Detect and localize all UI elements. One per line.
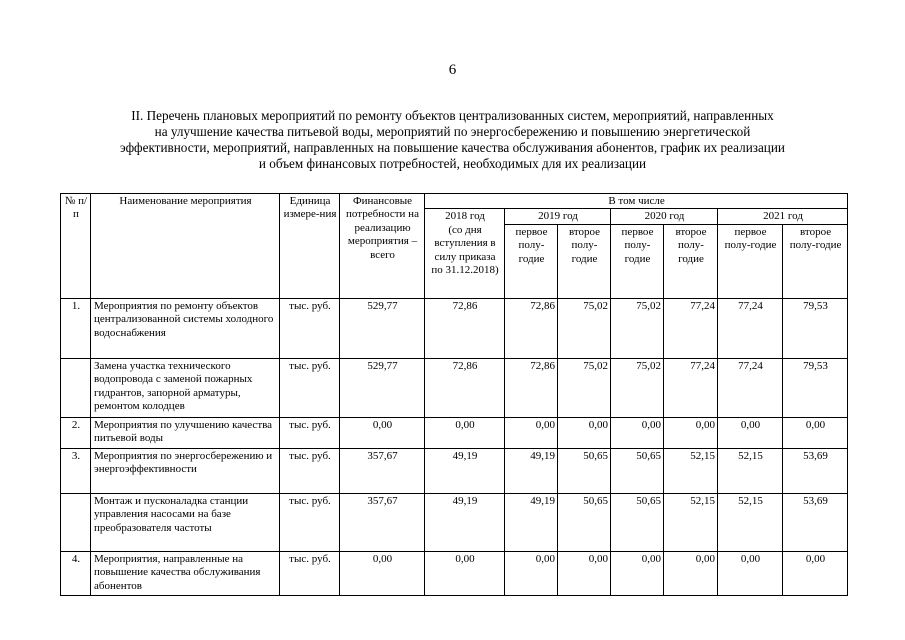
row-2019-first: 72,86 (505, 298, 558, 358)
row-name: Монтаж и пусконаладка станции управления насосами на базе преобразователя частоты (91, 493, 280, 551)
heading-line-1: II. Перечень плановых мероприятий по ремонту объектов централизованных систем, мероприятий, направленных (131, 108, 774, 123)
row-num (61, 493, 91, 551)
row-2021-second: 0,00 (783, 417, 848, 448)
header-2018 (425, 209, 505, 298)
row-name: Мероприятия, направленные на повышение качества обслуживания абонентов (91, 551, 280, 595)
row-2021-second: 53,69 (783, 448, 848, 493)
table-row (61, 448, 848, 493)
row-2019-first: 49,19 (505, 493, 558, 551)
row-unit: тыс. руб. (280, 417, 340, 448)
row-2019-second: 0,00 (558, 551, 611, 595)
section-heading (60, 108, 845, 172)
row-2019-second: 50,65 (558, 493, 611, 551)
row-2021-second: 0,00 (783, 551, 848, 595)
row-2021-first: 0,00 (718, 551, 783, 595)
row-2019-first: 49,19 (505, 448, 558, 493)
row-2021-first: 0,00 (718, 417, 783, 448)
header-name: Наименование мероприятия (91, 194, 280, 299)
table-row (61, 298, 848, 358)
header-2020: 2020 год (611, 209, 718, 224)
row-2019-first: 0,00 (505, 551, 558, 595)
row-2021-first: 52,15 (718, 493, 783, 551)
table-row (61, 551, 848, 595)
row-name: Мероприятия по энергосбережению и энергоэффективности (91, 448, 280, 493)
header-financial-total: Финансовые потребности на реализацию мероприятия – всего (340, 194, 425, 299)
row-num (61, 358, 91, 417)
header-2020-first-half: первое полу-годие (611, 224, 664, 298)
row-2019-first: 0,00 (505, 417, 558, 448)
row-2018: 72,86 (425, 298, 505, 358)
row-2018: 0,00 (425, 551, 505, 595)
header-2021: 2021 год (718, 209, 848, 224)
header-2019: 2019 год (505, 209, 611, 224)
row-2018: 49,19 (425, 448, 505, 493)
table-row (61, 493, 848, 551)
row-2020-second: 0,00 (664, 551, 718, 595)
header-2021-second-half: второе полу-годие (783, 224, 848, 298)
row-total: 357,67 (340, 493, 425, 551)
row-unit: тыс. руб. (280, 493, 340, 551)
header-2019-first-half: первое полу-годие (505, 224, 558, 298)
row-2020-first: 0,00 (611, 417, 664, 448)
row-unit: тыс. руб. (280, 448, 340, 493)
row-2021-second: 53,69 (783, 493, 848, 551)
table-row (61, 358, 848, 417)
row-num: 3. (61, 448, 91, 493)
row-2020-second: 77,24 (664, 298, 718, 358)
row-total: 0,00 (340, 551, 425, 595)
row-total: 529,77 (340, 298, 425, 358)
row-unit: тыс. руб. (280, 358, 340, 417)
row-2020-first: 50,65 (611, 493, 664, 551)
row-2021-second: 79,53 (783, 358, 848, 417)
row-total: 529,77 (340, 358, 425, 417)
row-2020-first: 50,65 (611, 448, 664, 493)
row-2021-first: 77,24 (718, 358, 783, 417)
header-2019-second-half: второе полу-годие (558, 224, 611, 298)
row-total: 0,00 (340, 417, 425, 448)
row-name: Замена участка технического водопровода с заменой пожарных гидрантов, запорной арматуры, ремонтом колодцев (91, 358, 280, 417)
table-row (61, 417, 848, 448)
row-2019-second: 50,65 (558, 448, 611, 493)
header-2018-note: (со дня вступления в силу приказа по 31.12.2018) (431, 223, 499, 277)
row-name: Мероприятия по ремонту объектов централизованной системы холодного водоснабжения (91, 298, 280, 358)
header-2020-second-half: второе полу-годие (664, 224, 718, 298)
row-2019-first: 72,86 (505, 358, 558, 417)
row-unit: тыс. руб. (280, 298, 340, 358)
row-2020-second: 52,15 (664, 493, 718, 551)
row-2018: 72,86 (425, 358, 505, 417)
row-2018: 49,19 (425, 493, 505, 551)
heading-line-3: эффективности, мероприятий, направленных на повышение качества обслуживания абонентов, график их реализации (120, 140, 785, 155)
row-name: Мероприятия по улучшению качества питьевой воды (91, 417, 280, 448)
heading-line-4: и объем финансовых потребностей, необходимых для их реализации (258, 156, 647, 171)
row-total: 357,67 (340, 448, 425, 493)
heading-line-2: на улучшение качества питьевой воды, мероприятий по энергосбережению и повышению энергетической (154, 124, 751, 139)
row-num: 2. (61, 417, 91, 448)
row-2021-first: 52,15 (718, 448, 783, 493)
row-2019-second: 75,02 (558, 358, 611, 417)
page-number: 6 (448, 62, 457, 78)
row-2020-second: 77,24 (664, 358, 718, 417)
row-2020-first: 75,02 (611, 358, 664, 417)
header-2021-first-half: первое полу-годие (718, 224, 783, 298)
row-num: 1. (61, 298, 91, 358)
row-2021-first: 77,24 (718, 298, 783, 358)
row-2020-first: 0,00 (611, 551, 664, 595)
header-num: № п/п (61, 194, 91, 299)
row-unit: тыс. руб. (280, 551, 340, 595)
measures-table (60, 193, 848, 596)
row-2019-second: 75,02 (558, 298, 611, 358)
header-2018-year: 2018 год (445, 210, 485, 223)
row-2021-second: 79,53 (783, 298, 848, 358)
header-unit: Единица измере-ния (280, 194, 340, 299)
row-2019-second: 0,00 (558, 417, 611, 448)
row-2018: 0,00 (425, 417, 505, 448)
header-including: В том числе (425, 194, 848, 209)
row-num: 4. (61, 551, 91, 595)
row-2020-second: 0,00 (664, 417, 718, 448)
row-2020-first: 75,02 (611, 298, 664, 358)
row-2020-second: 52,15 (664, 448, 718, 493)
